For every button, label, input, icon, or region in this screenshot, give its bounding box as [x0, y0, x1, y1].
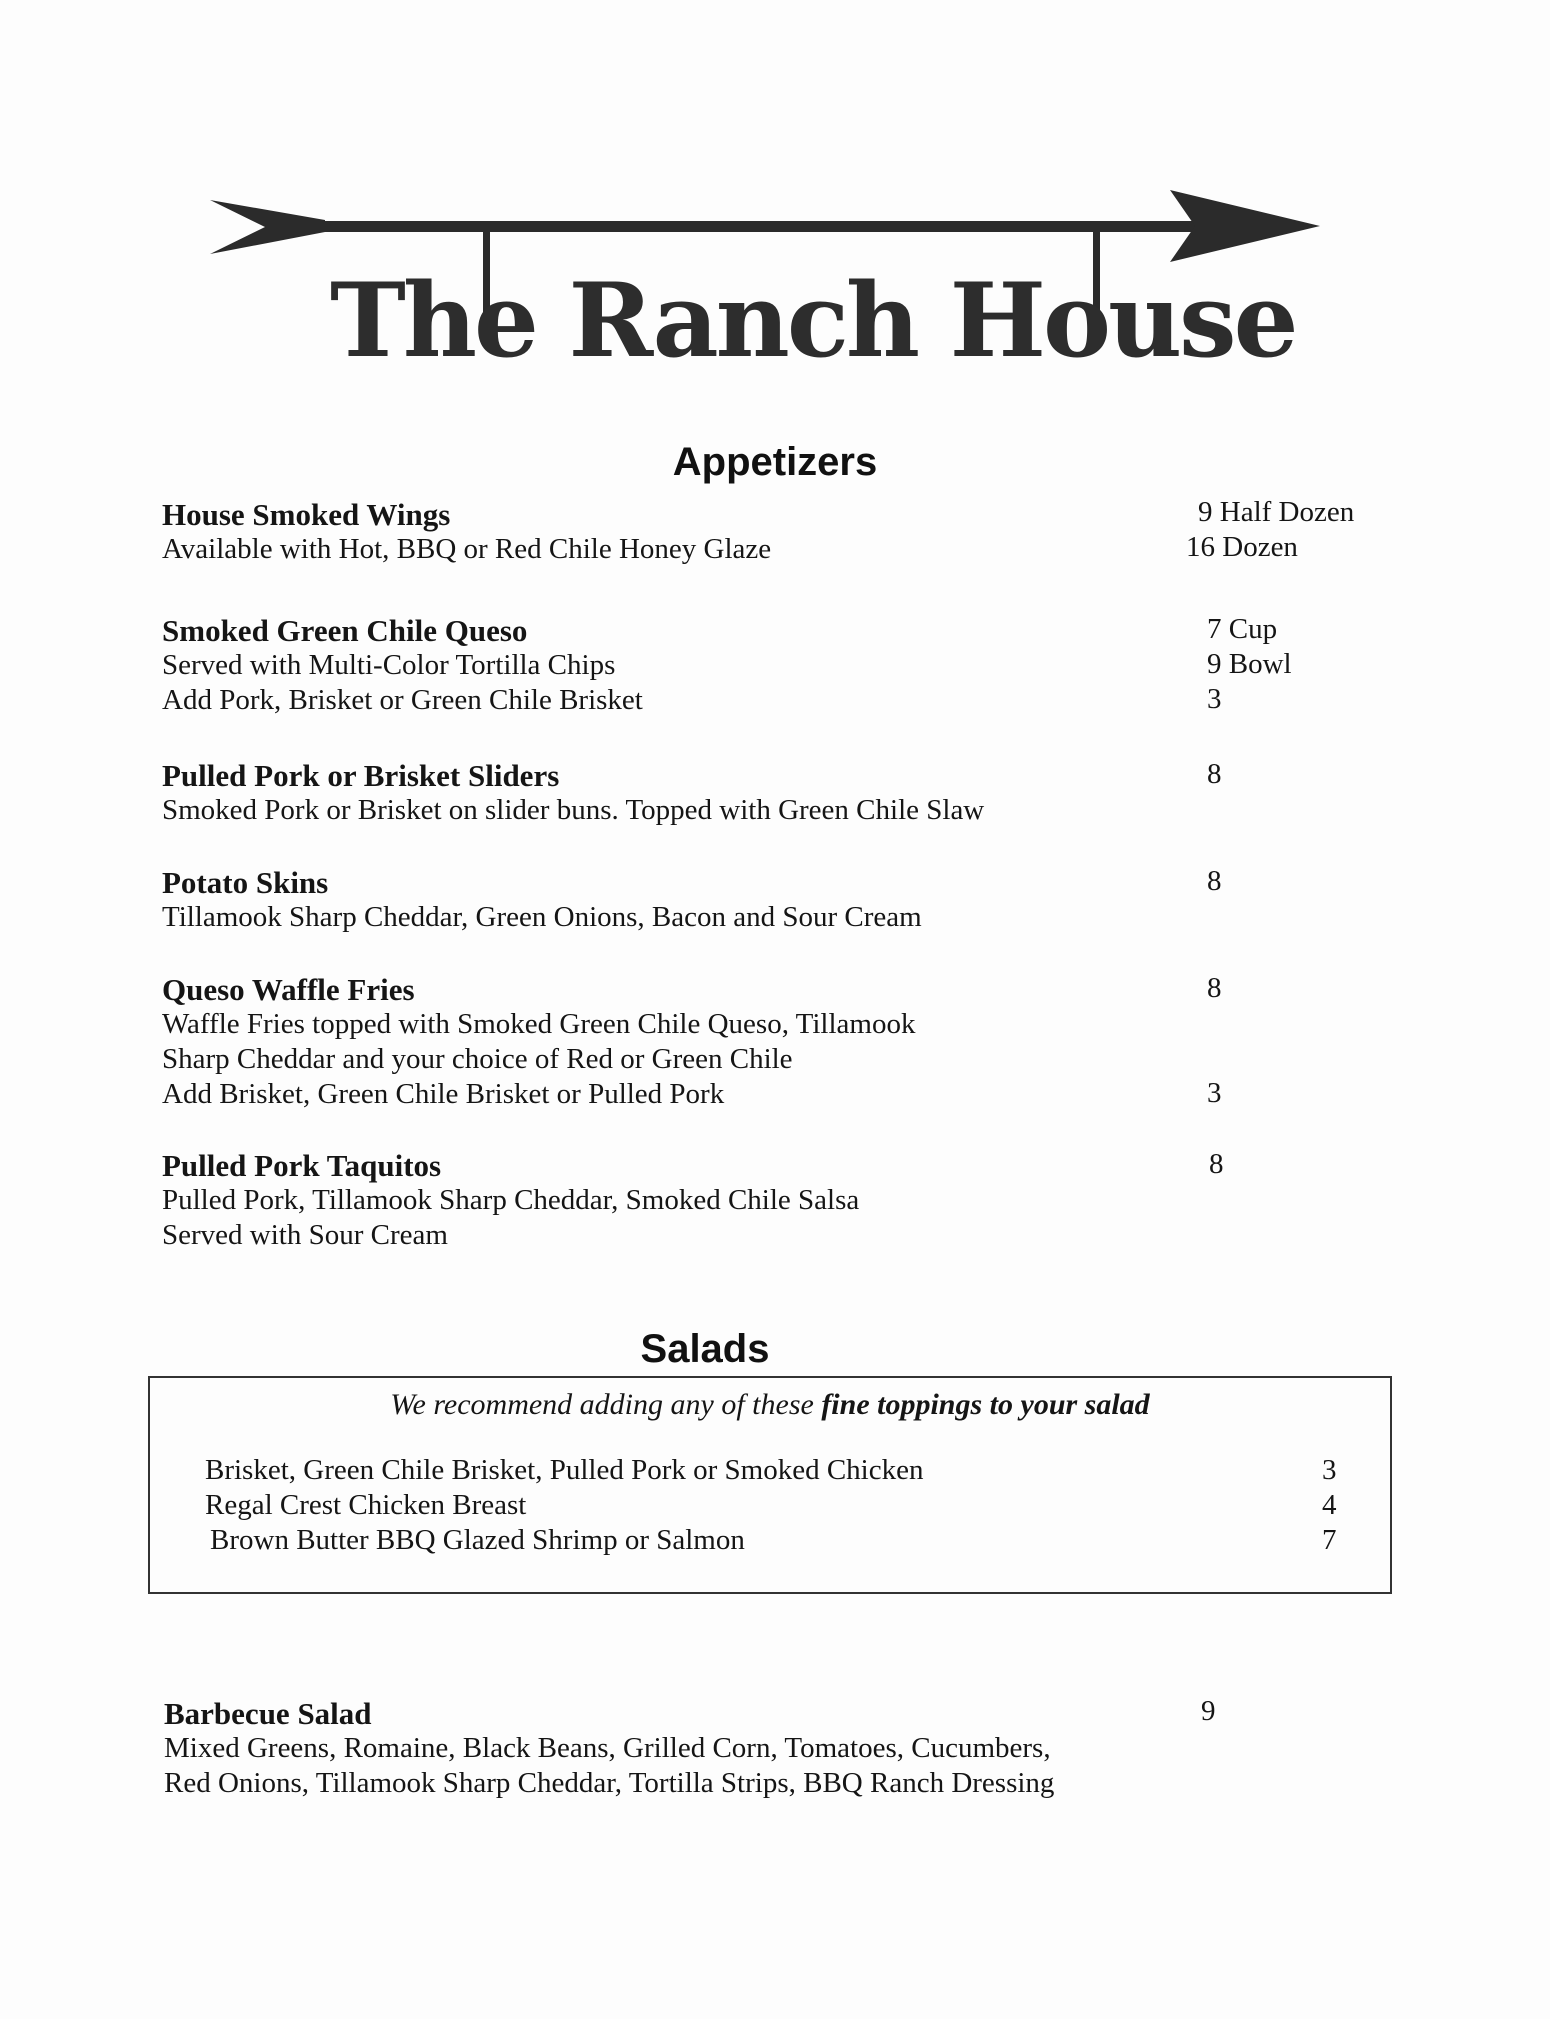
item-description: Pulled Pork, Tillamook Sharp Cheddar, Smoked Chile Salsa — [162, 1184, 860, 1216]
item-name: Potato Skins — [162, 865, 329, 900]
salads-heading: Salads — [640, 1327, 770, 1371]
item-description: Tillamook Sharp Cheddar, Green Onions, Bacon and Sour Cream — [162, 901, 922, 933]
item-price: 8 — [1207, 865, 1222, 897]
item-description: Available with Hot, BBQ or Red Chile Honey Glaze — [162, 533, 772, 565]
item-price: 3 — [1207, 683, 1222, 715]
menu-item — [162, 972, 1542, 1112]
item-description: Waffle Fries topped with Smoked Green Chile Queso, Tillamook — [162, 1008, 916, 1040]
menu-item — [162, 613, 1542, 718]
item-price: 9 Bowl — [1207, 648, 1292, 680]
item-name: Pulled Pork or Brisket Sliders — [162, 758, 560, 793]
toppings-note-emphasis: fine toppings to your salad — [821, 1388, 1150, 1421]
topping-price: 3 — [1322, 1454, 1337, 1486]
item-name: Pulled Pork Taquitos — [162, 1148, 442, 1183]
topping-price: 7 — [1322, 1524, 1337, 1556]
item-description: Add Brisket, Green Chile Brisket or Pulled Pork — [162, 1078, 725, 1110]
topping-label: Brisket, Green Chile Brisket, Pulled Pork or Smoked Chicken — [205, 1454, 924, 1486]
restaurant-logo — [205, 190, 1325, 380]
item-price: 8 — [1207, 758, 1222, 790]
item-description: Served with Sour Cream — [162, 1219, 448, 1251]
item-price: 3 — [1207, 1077, 1222, 1109]
menu-item — [162, 865, 1542, 935]
topping-label: Regal Crest Chicken Breast — [205, 1489, 527, 1521]
item-price: 16 Dozen — [1186, 531, 1298, 563]
item-description: Add Pork, Brisket or Green Chile Brisket — [162, 684, 643, 716]
item-description: Sharp Cheddar and your choice of Red or Green Chile — [162, 1043, 793, 1075]
item-name: Smoked Green Chile Queso — [162, 613, 528, 648]
toppings-note-text: We recommend adding any of these — [390, 1388, 814, 1421]
item-price: 8 — [1207, 972, 1222, 1004]
item-description: Smoked Pork or Brisket on slider buns. Topped with Green Chile Slaw — [162, 794, 985, 826]
restaurant-name: The Ranch House — [330, 261, 1296, 381]
salad-toppings-box — [148, 1376, 1392, 1594]
item-price: 9 Half Dozen — [1198, 496, 1355, 528]
item-name: House Smoked Wings — [162, 497, 451, 532]
item-price: 8 — [1209, 1148, 1224, 1180]
item-description: Served with Multi-Color Tortilla Chips — [162, 649, 616, 681]
item-price: 9 — [1201, 1695, 1216, 1727]
item-description: Mixed Greens, Romaine, Black Beans, Grilled Corn, Tomatoes, Cucumbers, — [164, 1732, 1051, 1764]
appetizers-heading: Appetizers — [672, 440, 878, 484]
menu-item — [162, 1148, 1542, 1253]
topping-label: Brown Butter BBQ Glazed Shrimp or Salmon — [210, 1524, 745, 1556]
item-price: 7 Cup — [1207, 613, 1278, 645]
menu-item — [162, 758, 1542, 828]
item-name: Barbecue Salad — [164, 1696, 372, 1731]
menu-item — [164, 1696, 1544, 1801]
toppings-note — [150, 1388, 1390, 1422]
item-description: Red Onions, Tillamook Sharp Cheddar, Tortilla Strips, BBQ Ranch Dressing — [164, 1767, 1055, 1799]
item-name: Queso Waffle Fries — [162, 972, 415, 1007]
topping-price: 4 — [1322, 1489, 1337, 1521]
